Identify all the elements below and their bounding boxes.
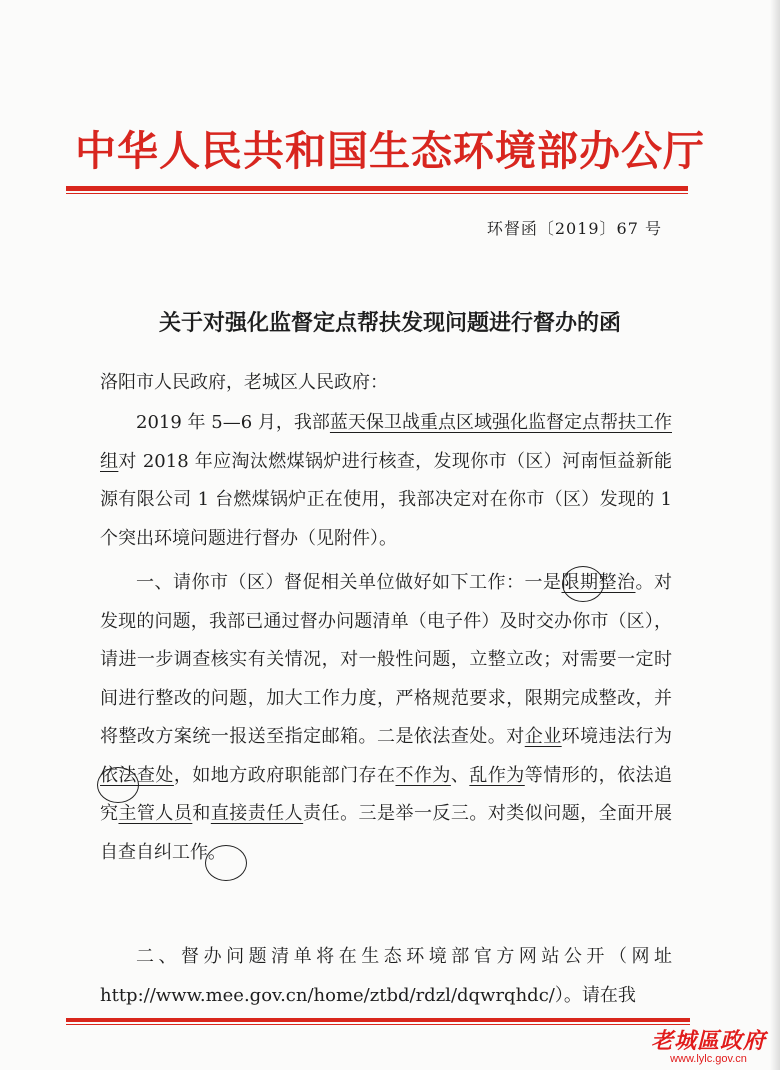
p2-underlined-misconduct: 乱作为 <box>469 764 525 786</box>
document-number: 环督函〔2019〕67 号 <box>486 219 662 238</box>
p2-underlined-supervisors: 主管人员 <box>118 803 193 824</box>
pen-circle-three <box>205 845 247 881</box>
paragraph-intro <box>100 404 672 558</box>
p2-text-g: ，如地方政府职能部门存在 <box>173 764 396 786</box>
watermark-url: www.lylc.gov.cn <box>670 1053 747 1065</box>
header-red-rule-thin <box>66 193 688 194</box>
p2-underlined-investigate: 依法查处 <box>100 764 174 786</box>
p1-text-a: 2019 年 5—6 月，我部 <box>136 412 330 433</box>
paragraph-section-two: 二、督办问题清单将在生态环境部官方网站公开（网址 http://www.mee.gov.cn/home/ztbd/rdzl/dqwrqhdc/）。请在我 <box>100 946 672 1006</box>
footer-red-rule <box>66 1018 690 1022</box>
header-red-rule <box>66 186 688 191</box>
p2-underlined-rectify: 限期整治 <box>561 572 636 593</box>
p2-underlined-enterprise: 企业 <box>524 726 562 747</box>
p2-underlined-inaction: 不作为 <box>395 764 451 786</box>
p1-underlined-work-group: 蓝天保卫战重点区域强化监督定点帮扶工作组 <box>100 412 672 472</box>
p2-text-a: 一、请你市（区）督促相关单位做好如下工作：一是 <box>136 572 562 593</box>
footer-red-rule-thin <box>66 1024 690 1025</box>
p2-underlined-responsible: 直接责任人 <box>210 803 304 824</box>
p2-text-e: 环境违法行为 <box>561 726 673 747</box>
pen-circle-one <box>562 566 604 602</box>
p2-text-c: 。对发现的问题，我部已通过督办问题清单（电子件）及时交办你市（区），请进一步调查核实有关情况，对一般性问题，立整立改；对需要一定时间进行整改的问题，加大工作力度，严格规范要求，限期完成整改，并将整改方案统一报送至指定邮箱。二是依法查处。对 <box>100 572 672 747</box>
watermark-name: 老城區政府 <box>650 1028 766 1054</box>
addressee: 洛阳市人民政府，老城区人民政府： <box>100 372 388 393</box>
p1-text-c: 对 2018 年应淘汰燃煤锅炉进行核查，发现你市（区）河南恒益新能源有限公司 1 台燃煤锅炉正在使用，我部决定对在你市（区）发现的 1 个突出环境问题进行督办（见附件）。 <box>100 450 673 549</box>
p2-text-m: 和 <box>192 803 211 824</box>
scan-edge-shadow <box>770 0 780 1070</box>
site-watermark <box>651 1024 766 1065</box>
p2-text-i: 、 <box>450 764 470 786</box>
issuing-office-header: 中华人民共和国生态环境部办公厅 <box>75 127 705 175</box>
p2-text-o: 责任。三是举一反三。对类似问题，全面开展自查自纠工作。 <box>100 803 673 863</box>
pen-circle-two <box>97 767 139 803</box>
p2-text-k: 等情形的，依法追究 <box>100 764 673 824</box>
letter-title: 关于对强化监督定点帮扶发现问题进行督办的函 <box>158 311 621 336</box>
paragraph-section-one <box>100 564 672 872</box>
